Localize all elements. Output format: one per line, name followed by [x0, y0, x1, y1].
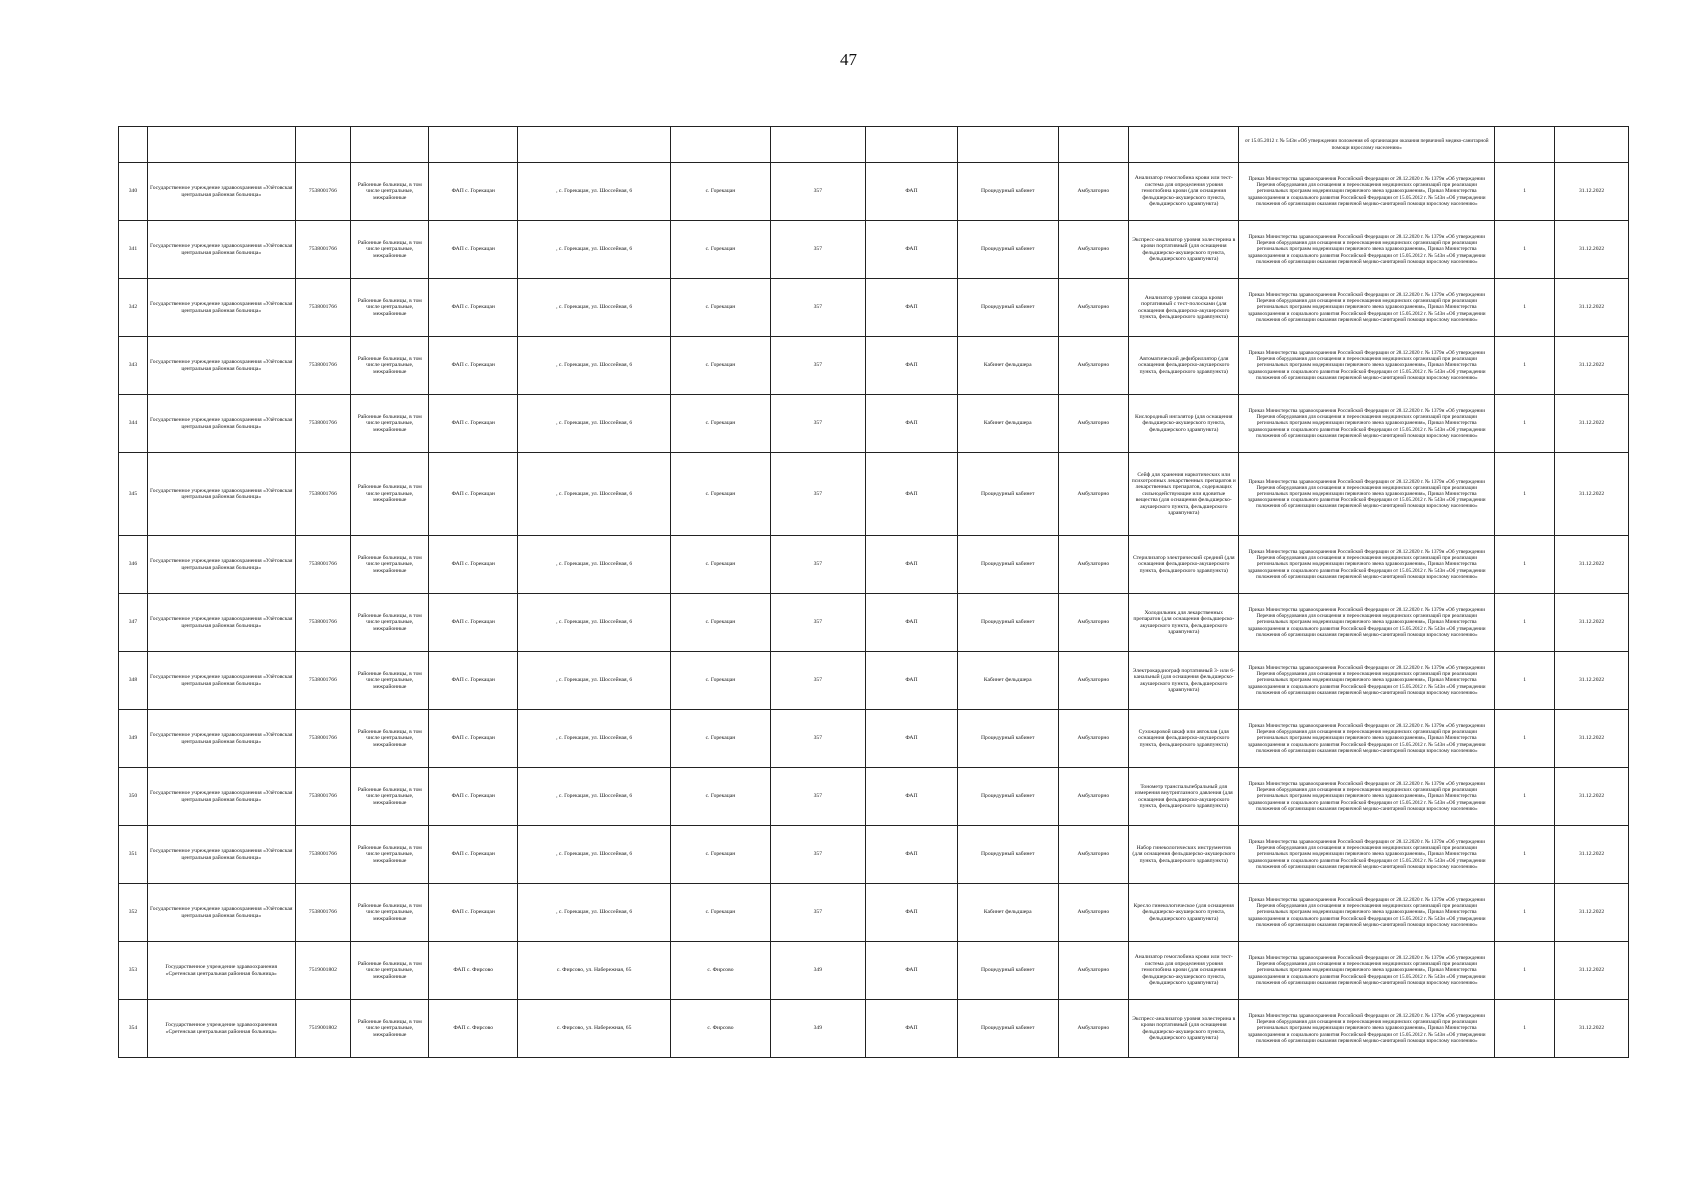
continuation-row [119, 127, 1629, 163]
cell-inn: 7538001766 [295, 163, 351, 221]
cell-type: Районные больницы, в том числе центральные, межрайонные [351, 884, 429, 942]
cell-room: Процедурный кабинет [957, 826, 1058, 884]
cell-inn: 7519001802 [295, 1000, 351, 1058]
cell-inn: 7538001766 [295, 279, 351, 337]
cell-care: Амбулаторно [1058, 594, 1129, 652]
cell-care: Амбулаторно [1058, 768, 1129, 826]
cell-org: Государственное учреждение здравоохранения «Улётовская центральная районная больница» [147, 337, 295, 395]
cell-unit: ФАП с. Горекацан [429, 768, 518, 826]
cell-care: Амбулаторно [1058, 652, 1129, 710]
cell-type: Районные больницы, в том числе центральные, межрайонные [351, 1000, 429, 1058]
cell-inn: 7538001766 [295, 395, 351, 453]
cell-law-continuation: от 15.05.2012 г. № 543н «Об утверждении положения об организации оказания первичной медико-санитарной помощи взрослому населению» [1239, 127, 1495, 163]
cell-date: 31.12.2022 [1555, 826, 1629, 884]
cell-org: Государственное учреждение здравоохранения «Улётовская центральная районная больница» [147, 395, 295, 453]
cell-equip: Электрокардиограф портативный 3- или 6-канальный (для оснащения фельдшерско-акушерского пункта, фельдшерского здравпункта) [1129, 652, 1239, 710]
cell-org: Государственное учреждение здравоохранения «Улётовская центральная районная больница» [147, 594, 295, 652]
cell-equip: Тонометр транспальпебральный для измерения внутриглазного давления (для оснащения фельдшерско-акушерского пункта, фельдшерского здравпункта) [1129, 768, 1239, 826]
table-row [119, 395, 1629, 453]
cell-org: Государственное учреждение здравоохранения «Улётовская центральная районная больница» [147, 453, 295, 536]
cell-addr: , с. Горекацан, ул. Шоссейная, 6 [518, 710, 671, 768]
cell-settle: с. Горекацан [671, 395, 771, 453]
cell-room: Процедурный кабинет [957, 279, 1058, 337]
cell-pop: 357 [770, 221, 865, 279]
cell-settle: с. Горекацан [671, 884, 771, 942]
cell-type: Районные больницы, в том числе центральные, межрайонные [351, 768, 429, 826]
cell-type: Районные больницы, в том числе центральные, межрайонные [351, 826, 429, 884]
cell-unit: ФАП с. Горекацан [429, 652, 518, 710]
cell-org: Государственное учреждение здравоохранения «Сретенская центральная районная больница» [147, 942, 295, 1000]
cell-care: Амбулаторно [1058, 826, 1129, 884]
cell-care: Амбулаторно [1058, 395, 1129, 453]
cell-kind: ФАП [865, 221, 957, 279]
cell-settle: с. Горекацан [671, 594, 771, 652]
cell-law: Приказ Министерства здравоохранения Российской Федерации от 28.12.2020 г. № 1379н «Об утверждении Перечня оборудования для оснащения и переоснащения медицинских организаций при реализации региональных программ модернизации первичного звена здравоохранения», Приказ Министерства здравоохранения и социального развития Российской Федерации от 15.05.2012 г. № 543н «Об утверждении положения об организации оказания первичной медико-санитарной помощи взрослому населению» [1239, 942, 1495, 1000]
cell-org: Государственное учреждение здравоохранения «Улётовская центральная районная больница» [147, 768, 295, 826]
cell-type: Районные больницы, в том числе центральные, межрайонные [351, 453, 429, 536]
cell-inn: 7538001766 [295, 594, 351, 652]
cell-pop: 357 [770, 884, 865, 942]
cell-inn: 7538001766 [295, 337, 351, 395]
cell-qty: 1 [1495, 768, 1555, 826]
cell-empty [119, 127, 148, 163]
cell-pop: 349 [770, 1000, 865, 1058]
cell-care: Амбулаторно [1058, 453, 1129, 536]
cell-org: Государственное учреждение здравоохранения «Улётовская центральная районная больница» [147, 221, 295, 279]
cell-date: 31.12.2022 [1555, 1000, 1629, 1058]
cell-empty [518, 127, 671, 163]
table-row [119, 652, 1629, 710]
cell-law: Приказ Министерства здравоохранения Российской Федерации от 28.12.2020 г. № 1379н «Об утверждении Перечня оборудования для оснащения и переоснащения медицинских организаций при реализации региональных программ модернизации первичного звена здравоохранения», Приказ Министерства здравоохранения и социального развития Российской Федерации от 15.05.2012 г. № 543н «Об утверждении положения об организации оказания первичной медико-санитарной помощи взрослому населению» [1239, 221, 1495, 279]
cell-room: Кабинет фельдшера [957, 652, 1058, 710]
cell-equip: Сухожаровой шкаф или автоклав (для оснащения фельдшерско-акушерского пункта, фельдшерского здравпункта) [1129, 710, 1239, 768]
cell-addr: с. Фирсово, ул. Набережная, 65 [518, 1000, 671, 1058]
cell-pop: 357 [770, 710, 865, 768]
table-row [119, 453, 1629, 536]
cell-date: 31.12.2022 [1555, 768, 1629, 826]
cell-addr: , с. Горекацан, ул. Шоссейная, 6 [518, 884, 671, 942]
cell-kind: ФАП [865, 337, 957, 395]
cell-type: Районные больницы, в том числе центральные, межрайонные [351, 163, 429, 221]
cell-kind: ФАП [865, 826, 957, 884]
cell-type: Районные больницы, в том числе центральные, межрайонные [351, 942, 429, 1000]
cell-qty: 1 [1495, 594, 1555, 652]
cell-qty: 1 [1495, 395, 1555, 453]
cell-empty [1495, 127, 1555, 163]
equipment-table [118, 126, 1629, 1058]
cell-law: Приказ Министерства здравоохранения Российской Федерации от 28.12.2020 г. № 1379н «Об утверждении Перечня оборудования для оснащения и переоснащения медицинских организаций при реализации региональных программ модернизации первичного звена здравоохранения», Приказ Министерства здравоохранения и социального развития Российской Федерации от 15.05.2012 г. № 543н «Об утверждении положения об организации оказания первичной медико-санитарной помощи взрослому населению» [1239, 710, 1495, 768]
table-row [119, 337, 1629, 395]
cell-equip: Холодильник для лекарственных препаратов (для оснащения фельдшерско-акушерского пункта, фельдшерского здравпункта) [1129, 594, 1239, 652]
cell-date: 31.12.2022 [1555, 221, 1629, 279]
cell-room: Процедурный кабинет [957, 536, 1058, 594]
cell-type: Районные больницы, в том числе центральные, межрайонные [351, 221, 429, 279]
table-row [119, 163, 1629, 221]
cell-type: Районные больницы, в том числе центральные, межрайонные [351, 594, 429, 652]
cell-room: Процедурный кабинет [957, 453, 1058, 536]
cell-no: 347 [119, 594, 148, 652]
cell-settle: с. Фирсово [671, 942, 771, 1000]
cell-no: 345 [119, 453, 148, 536]
cell-equip: Анализатор уровня сахара крови портативный с тест-полосками (для оснащения фельдшерско-акушерского пункта, фельдшерского здравпункта) [1129, 279, 1239, 337]
cell-kind: ФАП [865, 594, 957, 652]
cell-settle: с. Горекацан [671, 163, 771, 221]
cell-empty [1555, 127, 1629, 163]
cell-addr: , с. Горекацан, ул. Шоссейная, 6 [518, 652, 671, 710]
cell-law: Приказ Министерства здравоохранения Российской Федерации от 28.12.2020 г. № 1379н «Об утверждении Перечня оборудования для оснащения и переоснащения медицинских организаций при реализации региональных программ модернизации первичного звена здравоохранения», Приказ Министерства здравоохранения и социального развития Российской Федерации от 15.05.2012 г. № 543н «Об утверждении положения об организации оказания первичной медико-санитарной помощи взрослому населению» [1239, 536, 1495, 594]
cell-addr: , с. Горекацан, ул. Шоссейная, 6 [518, 536, 671, 594]
table-row [119, 1000, 1629, 1058]
cell-addr: , с. Горекацан, ул. Шоссейная, 6 [518, 337, 671, 395]
cell-pop: 357 [770, 395, 865, 453]
cell-law: Приказ Министерства здравоохранения Российской Федерации от 28.12.2020 г. № 1379н «Об утверждении Перечня оборудования для оснащения и переоснащения медицинских организаций при реализации региональных программ модернизации первичного звена здравоохранения», Приказ Министерства здравоохранения и социального развития Российской Федерации от 15.05.2012 г. № 543н «Об утверждении положения об организации оказания первичной медико-санитарной помощи взрослому населению» [1239, 826, 1495, 884]
cell-pop: 357 [770, 826, 865, 884]
table-row [119, 768, 1629, 826]
cell-law: Приказ Министерства здравоохранения Российской Федерации от 28.12.2020 г. № 1379н «Об утверждении Перечня оборудования для оснащения и переоснащения медицинских организаций при реализации региональных программ модернизации первичного звена здравоохранения», Приказ Министерства здравоохранения и социального развития Российской Федерации от 15.05.2012 г. № 543н «Об утверждении положения об организации оказания первичной медико-санитарной помощи взрослому населению» [1239, 395, 1495, 453]
cell-inn: 7538001766 [295, 884, 351, 942]
cell-care: Амбулаторно [1058, 337, 1129, 395]
cell-type: Районные больницы, в том числе центральные, межрайонные [351, 536, 429, 594]
cell-date: 31.12.2022 [1555, 453, 1629, 536]
cell-no: 350 [119, 768, 148, 826]
table-row [119, 826, 1629, 884]
cell-equip: Автоматический дефибриллятор (для оснащения фельдшерско-акушерского пункта, фельдшерского здравпункта) [1129, 337, 1239, 395]
cell-settle: с. Горекацан [671, 652, 771, 710]
cell-room: Процедурный кабинет [957, 163, 1058, 221]
cell-unit: ФАП с. Горекацан [429, 221, 518, 279]
cell-addr: , с. Горекацан, ул. Шоссейная, 6 [518, 163, 671, 221]
cell-unit: ФАП с. Горекацан [429, 710, 518, 768]
cell-law: Приказ Министерства здравоохранения Российской Федерации от 28.12.2020 г. № 1379н «Об утверждении Перечня оборудования для оснащения и переоснащения медицинских организаций при реализации региональных программ модернизации первичного звена здравоохранения», Приказ Министерства здравоохранения и социального развития Российской Федерации от 15.05.2012 г. № 543н «Об утверждении положения об организации оказания первичной медико-санитарной помощи взрослому населению» [1239, 453, 1495, 536]
cell-no: 353 [119, 942, 148, 1000]
cell-inn: 7538001766 [295, 768, 351, 826]
cell-date: 31.12.2022 [1555, 710, 1629, 768]
cell-no: 344 [119, 395, 148, 453]
cell-no: 341 [119, 221, 148, 279]
cell-org: Государственное учреждение здравоохранения «Улётовская центральная районная больница» [147, 163, 295, 221]
cell-pop: 349 [770, 942, 865, 1000]
cell-qty: 1 [1495, 279, 1555, 337]
cell-addr: , с. Горекацан, ул. Шоссейная, 6 [518, 594, 671, 652]
cell-type: Районные больницы, в том числе центральные, межрайонные [351, 337, 429, 395]
cell-kind: ФАП [865, 536, 957, 594]
cell-equip: Сейф для хранения наркотических или психотропных лекарственных препаратов и лекарственных препаратов, содержащих сильнодействующие или ядовитые вещества (для оснащения фельдшерско-акушерского пункта, фельдшерского здравпункта) [1129, 453, 1239, 536]
cell-unit: ФАП с. Фирсово [429, 1000, 518, 1058]
table-row [119, 536, 1629, 594]
table-row [119, 279, 1629, 337]
cell-empty [770, 127, 865, 163]
cell-unit: ФАП с. Горекацан [429, 594, 518, 652]
cell-care: Амбулаторно [1058, 279, 1129, 337]
cell-unit: ФАП с. Горекацан [429, 279, 518, 337]
cell-empty [957, 127, 1058, 163]
cell-qty: 1 [1495, 826, 1555, 884]
cell-settle: с. Горекацан [671, 768, 771, 826]
cell-empty [147, 127, 295, 163]
cell-settle: с. Горекацан [671, 337, 771, 395]
cell-empty [429, 127, 518, 163]
cell-qty: 1 [1495, 453, 1555, 536]
cell-pop: 357 [770, 453, 865, 536]
cell-type: Районные больницы, в том числе центральные, межрайонные [351, 710, 429, 768]
cell-equip: Стерилизатор электрический средний (для оснащения фельдшерско-акушерского пункта, фельдшерского здравпункта) [1129, 536, 1239, 594]
cell-inn: 7538001766 [295, 221, 351, 279]
table-row [119, 884, 1629, 942]
cell-empty [351, 127, 429, 163]
cell-room: Процедурный кабинет [957, 710, 1058, 768]
cell-inn: 7538001766 [295, 652, 351, 710]
cell-pop: 357 [770, 594, 865, 652]
cell-kind: ФАП [865, 942, 957, 1000]
cell-addr: , с. Горекацан, ул. Шоссейная, 6 [518, 279, 671, 337]
cell-care: Амбулаторно [1058, 1000, 1129, 1058]
cell-unit: ФАП с. Горекацан [429, 453, 518, 536]
cell-kind: ФАП [865, 163, 957, 221]
cell-qty: 1 [1495, 1000, 1555, 1058]
cell-settle: с. Горекацан [671, 221, 771, 279]
cell-kind: ФАП [865, 768, 957, 826]
cell-addr: , с. Горекацан, ул. Шоссейная, 6 [518, 768, 671, 826]
cell-law: Приказ Министерства здравоохранения Российской Федерации от 28.12.2020 г. № 1379н «Об утверждении Перечня оборудования для оснащения и переоснащения медицинских организаций при реализации региональных программ модернизации первичного звена здравоохранения», Приказ Министерства здравоохранения и социального развития Российской Федерации от 15.05.2012 г. № 543н «Об утверждении положения об организации оказания первичной медико-санитарной помощи взрослому населению» [1239, 594, 1495, 652]
cell-addr: , с. Горекацан, ул. Шоссейная, 6 [518, 826, 671, 884]
cell-date: 31.12.2022 [1555, 536, 1629, 594]
cell-qty: 1 [1495, 536, 1555, 594]
cell-care: Амбулаторно [1058, 884, 1129, 942]
cell-room: Процедурный кабинет [957, 1000, 1058, 1058]
cell-unit: ФАП с. Горекацан [429, 337, 518, 395]
cell-unit: ФАП с. Горекацан [429, 884, 518, 942]
cell-pop: 357 [770, 337, 865, 395]
cell-org: Государственное учреждение здравоохранения «Улётовская центральная районная больница» [147, 826, 295, 884]
cell-empty [1129, 127, 1239, 163]
cell-settle: с. Горекацан [671, 536, 771, 594]
cell-room: Процедурный кабинет [957, 594, 1058, 652]
cell-inn: 7519001802 [295, 942, 351, 1000]
cell-org: Государственное учреждение здравоохранения «Улётовская центральная районная больница» [147, 884, 295, 942]
cell-date: 31.12.2022 [1555, 884, 1629, 942]
cell-kind: ФАП [865, 710, 957, 768]
cell-room: Кабинет фельдшера [957, 337, 1058, 395]
cell-inn: 7538001766 [295, 826, 351, 884]
cell-equip: Набор гинекологических инструментов (для оснащения фельдшерско-акушерского пункта, фельдшерского здравпункта) [1129, 826, 1239, 884]
cell-org: Государственное учреждение здравоохранения «Сретенская центральная районная больница» [147, 1000, 295, 1058]
cell-no: 349 [119, 710, 148, 768]
page-number: 47 [840, 50, 857, 69]
cell-law: Приказ Министерства здравоохранения Российской Федерации от 28.12.2020 г. № 1379н «Об утверждении Перечня оборудования для оснащения и переоснащения медицинских организаций при реализации региональных программ модернизации первичного звена здравоохранения», Приказ Министерства здравоохранения и социального развития Российской Федерации от 15.05.2012 г. № 543н «Об утверждении положения об организации оказания первичной медико-санитарной помощи взрослому населению» [1239, 1000, 1495, 1058]
cell-no: 342 [119, 279, 148, 337]
cell-law: Приказ Министерства здравоохранения Российской Федерации от 28.12.2020 г. № 1379н «Об утверждении Перечня оборудования для оснащения и переоснащения медицинских организаций при реализации региональных программ модернизации первичного звена здравоохранения», Приказ Министерства здравоохранения и социального развития Российской Федерации от 15.05.2012 г. № 543н «Об утверждении положения об организации оказания первичной медико-санитарной помощи взрослому населению» [1239, 652, 1495, 710]
cell-room: Процедурный кабинет [957, 942, 1058, 1000]
cell-unit: ФАП с. Горекацан [429, 536, 518, 594]
cell-empty [295, 127, 351, 163]
cell-unit: ФАП с. Фирсово [429, 942, 518, 1000]
cell-equip: Кресло гинекологическое (для оснащения фельдшерско-акушерского пункта, фельдшерского здравпункта) [1129, 884, 1239, 942]
cell-law: Приказ Министерства здравоохранения Российской Федерации от 28.12.2020 г. № 1379н «Об утверждении Перечня оборудования для оснащения и переоснащения медицинских организаций при реализации региональных программ модернизации первичного звена здравоохранения», Приказ Министерства здравоохранения и социального развития Российской Федерации от 15.05.2012 г. № 543н «Об утверждении положения об организации оказания первичной медико-санитарной помощи взрослому населению» [1239, 884, 1495, 942]
cell-law: Приказ Министерства здравоохранения Российской Федерации от 28.12.2020 г. № 1379н «Об утверждении Перечня оборудования для оснащения и переоснащения медицинских организаций при реализации региональных программ модернизации первичного звена здравоохранения», Приказ Министерства здравоохранения и социального развития Российской Федерации от 15.05.2012 г. № 543н «Об утверждении положения об организации оказания первичной медико-санитарной помощи взрослому населению» [1239, 163, 1495, 221]
cell-kind: ФАП [865, 1000, 957, 1058]
cell-settle: с. Горекацан [671, 279, 771, 337]
cell-org: Государственное учреждение здравоохранения «Улётовская центральная районная больница» [147, 536, 295, 594]
cell-no: 352 [119, 884, 148, 942]
cell-room: Процедурный кабинет [957, 768, 1058, 826]
cell-kind: ФАП [865, 884, 957, 942]
cell-qty: 1 [1495, 163, 1555, 221]
cell-addr: , с. Горекацан, ул. Шоссейная, 6 [518, 395, 671, 453]
cell-qty: 1 [1495, 337, 1555, 395]
cell-org: Государственное учреждение здравоохранения «Улётовская центральная районная больница» [147, 279, 295, 337]
cell-no: 348 [119, 652, 148, 710]
table-row [119, 594, 1629, 652]
cell-type: Районные больницы, в том числе центральные, межрайонные [351, 652, 429, 710]
cell-settle: с. Фирсово [671, 1000, 771, 1058]
cell-date: 31.12.2022 [1555, 163, 1629, 221]
cell-org: Государственное учреждение здравоохранения «Улётовская центральная районная больница» [147, 652, 295, 710]
cell-settle: с. Горекацан [671, 826, 771, 884]
cell-inn: 7538001766 [295, 453, 351, 536]
cell-care: Амбулаторно [1058, 942, 1129, 1000]
cell-date: 31.12.2022 [1555, 337, 1629, 395]
cell-no: 343 [119, 337, 148, 395]
cell-org: Государственное учреждение здравоохранения «Улётовская центральная районная больница» [147, 710, 295, 768]
cell-kind: ФАП [865, 453, 957, 536]
cell-kind: ФАП [865, 279, 957, 337]
cell-equip: Анализатор гемоглобина крови или тест-система для определения уровня гемоглобина крови (для оснащения фельдшерско-акушерского пункта, фельдшерского здравпункта) [1129, 942, 1239, 1000]
cell-equip: Анализатор гемоглобина крови или тест-система для определения уровня гемоглобина крови (для оснащения фельдшерско-акушерского пункта, фельдшерского здравпункта) [1129, 163, 1239, 221]
cell-room: Процедурный кабинет [957, 221, 1058, 279]
cell-settle: с. Горекацан [671, 710, 771, 768]
cell-pop: 357 [770, 652, 865, 710]
cell-law: Приказ Министерства здравоохранения Российской Федерации от 28.12.2020 г. № 1379н «Об утверждении Перечня оборудования для оснащения и переоснащения медицинских организаций при реализации региональных программ модернизации первичного звена здравоохранения», Приказ Министерства здравоохранения и социального развития Российской Федерации от 15.05.2012 г. № 543н «Об утверждении положения об организации оказания первичной медико-санитарной помощи взрослому населению» [1239, 768, 1495, 826]
cell-qty: 1 [1495, 884, 1555, 942]
table-row [119, 221, 1629, 279]
cell-empty [1058, 127, 1129, 163]
cell-unit: ФАП с. Горекацан [429, 163, 518, 221]
cell-type: Районные больницы, в том числе центральные, межрайонные [351, 395, 429, 453]
cell-kind: ФАП [865, 395, 957, 453]
cell-room: Кабинет фельдшера [957, 884, 1058, 942]
cell-care: Амбулаторно [1058, 221, 1129, 279]
cell-inn: 7538001766 [295, 536, 351, 594]
cell-no: 354 [119, 1000, 148, 1058]
cell-equip: Кислородный ингалятор (для оснащения фельдшерско-акушерского пункта, фельдшерского здравпункта) [1129, 395, 1239, 453]
cell-unit: ФАП с. Горекацан [429, 395, 518, 453]
cell-qty: 1 [1495, 710, 1555, 768]
cell-no: 351 [119, 826, 148, 884]
cell-law: Приказ Министерства здравоохранения Российской Федерации от 28.12.2020 г. № 1379н «Об утверждении Перечня оборудования для оснащения и переоснащения медицинских организаций при реализации региональных программ модернизации первичного звена здравоохранения», Приказ Министерства здравоохранения и социального развития Российской Федерации от 15.05.2012 г. № 543н «Об утверждении положения об организации оказания первичной медико-санитарной помощи взрослому населению» [1239, 279, 1495, 337]
cell-care: Амбулаторно [1058, 163, 1129, 221]
cell-unit: ФАП с. Горекацан [429, 826, 518, 884]
cell-qty: 1 [1495, 942, 1555, 1000]
cell-care: Амбулаторно [1058, 710, 1129, 768]
cell-pop: 357 [770, 768, 865, 826]
cell-equip: Экспресс-анализатор уровня холестерина в крови портативный (для оснащения фельдшерско-акушерского пункта, фельдшерского здравпункта) [1129, 221, 1239, 279]
cell-addr: , с. Горекацан, ул. Шоссейная, 6 [518, 221, 671, 279]
cell-qty: 1 [1495, 652, 1555, 710]
cell-equip: Экспресс-анализатор уровня холестерина в крови портативный (для оснащения фельдшерско-акушерского пункта, фельдшерского здравпункта) [1129, 1000, 1239, 1058]
cell-date: 31.12.2022 [1555, 395, 1629, 453]
table-row [119, 710, 1629, 768]
cell-pop: 357 [770, 279, 865, 337]
cell-pop: 357 [770, 163, 865, 221]
cell-law: Приказ Министерства здравоохранения Российской Федерации от 28.12.2020 г. № 1379н «Об утверждении Перечня оборудования для оснащения и переоснащения медицинских организаций при реализации региональных программ модернизации первичного звена здравоохранения», Приказ Министерства здравоохранения и социального развития Российской Федерации от 15.05.2012 г. № 543н «Об утверждении положения об организации оказания первичной медико-санитарной помощи взрослому населению» [1239, 337, 1495, 395]
cell-qty: 1 [1495, 221, 1555, 279]
cell-care: Амбулаторно [1058, 536, 1129, 594]
cell-type: Районные больницы, в том числе центральные, межрайонные [351, 279, 429, 337]
cell-pop: 357 [770, 536, 865, 594]
table-row [119, 942, 1629, 1000]
cell-room: Кабинет фельдшера [957, 395, 1058, 453]
cell-settle: с. Горекацан [671, 453, 771, 536]
cell-inn: 7538001766 [295, 710, 351, 768]
cell-date: 31.12.2022 [1555, 279, 1629, 337]
cell-date: 31.12.2022 [1555, 942, 1629, 1000]
cell-kind: ФАП [865, 652, 957, 710]
cell-empty [671, 127, 771, 163]
cell-addr: , с. Горекацан, ул. Шоссейная, 6 [518, 453, 671, 536]
cell-no: 340 [119, 163, 148, 221]
cell-addr: с. Фирсово, ул. Набережная, 65 [518, 942, 671, 1000]
cell-no: 346 [119, 536, 148, 594]
cell-empty [865, 127, 957, 163]
cell-date: 31.12.2022 [1555, 652, 1629, 710]
cell-date: 31.12.2022 [1555, 594, 1629, 652]
